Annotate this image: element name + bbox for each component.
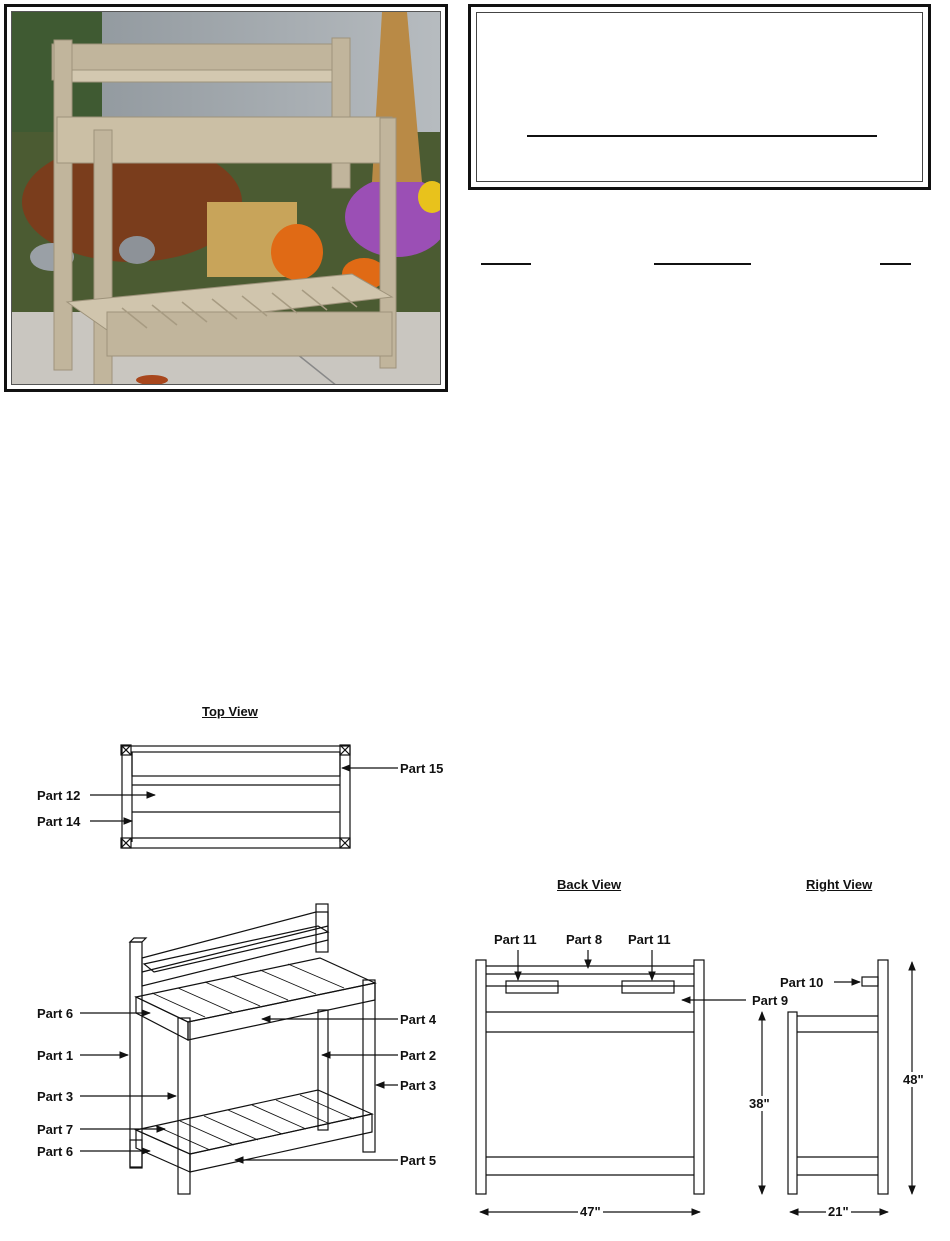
label-part-6-bottom: Part 6	[37, 1144, 74, 1159]
dim-depth-21: 21"	[828, 1204, 849, 1219]
dim-height-48: 48"	[903, 1072, 924, 1087]
dim-width-47: 47"	[580, 1204, 601, 1219]
label-part-3-right: Part 3	[400, 1078, 437, 1093]
label-part-6-top: Part 6	[37, 1006, 74, 1021]
label-part-10: Part 10	[780, 975, 824, 990]
label-part-4: Part 4	[400, 1012, 437, 1027]
right-view-drawing	[788, 960, 888, 1194]
top-view-title: Top View	[202, 704, 258, 719]
top-view-drawing	[121, 745, 350, 848]
label-part-2: Part 2	[400, 1048, 437, 1063]
label-part-11-left: Part 11	[494, 932, 537, 947]
label-part-1: Part 1	[37, 1048, 74, 1063]
label-part-8: Part 8	[566, 932, 603, 947]
label-part-14: Part 14	[37, 814, 81, 829]
label-part-9: Part 9	[752, 993, 789, 1008]
label-part-3-left: Part 3	[37, 1089, 74, 1104]
label-part-5: Part 5	[400, 1153, 437, 1168]
label-part-11-right: Part 11	[628, 932, 671, 947]
label-part-15: Part 15	[400, 761, 444, 776]
back-view-title: Back View	[557, 877, 622, 892]
back-view-drawing	[476, 960, 704, 1194]
right-view-title: Right View	[806, 877, 873, 892]
iso-view-drawing	[130, 904, 375, 1194]
dim-height-38: 38"	[749, 1096, 770, 1111]
label-part-12: Part 12	[37, 788, 81, 803]
label-part-7: Part 7	[37, 1122, 74, 1137]
